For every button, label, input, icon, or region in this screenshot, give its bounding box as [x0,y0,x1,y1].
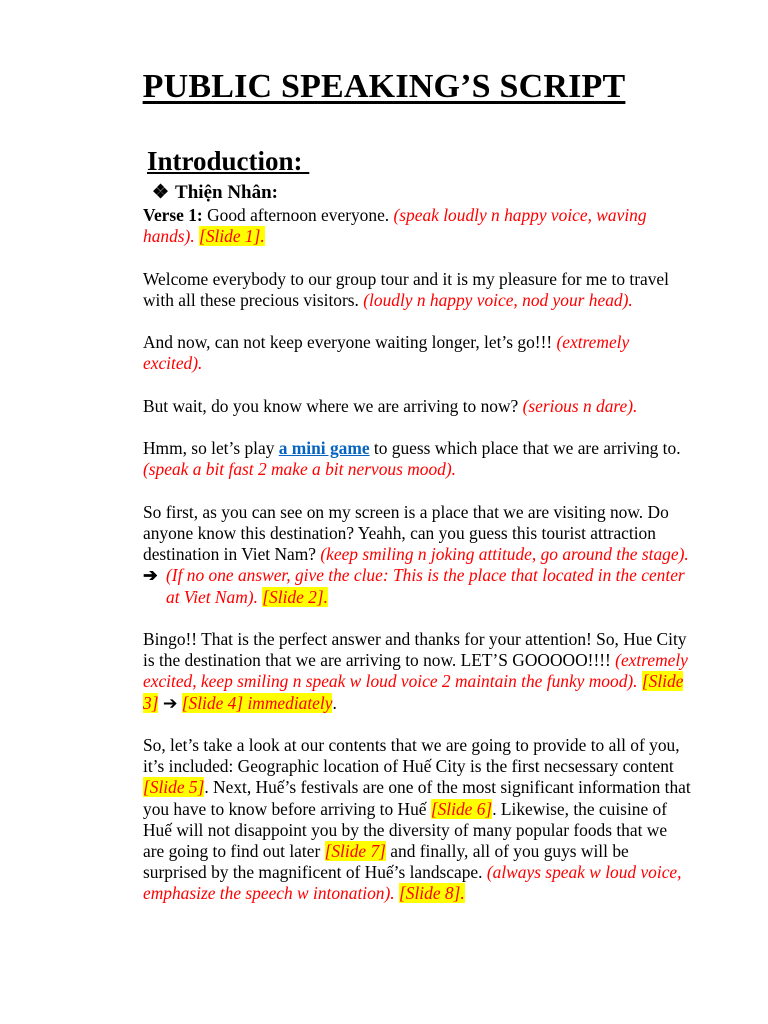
paragraph-verse-1 [143,205,691,247]
paragraph-text: Good afternoon everyone. [202,205,394,225]
slide-marker: [Slide 8]. [399,883,465,904]
paragraph-text: Welcome everybody to our group tour and it is my pleasure for me to travel with all these precious visitors. [143,268,669,310]
paragraph-question [143,396,691,417]
paragraph-text: . [332,692,337,713]
stage-cue: (speak a bit fast 2 make a bit nervous mood). [143,459,456,480]
section-heading: Introduction: [147,146,310,176]
paragraph-text: . Likewise, the cuisine of Huế will not disappoint you by the diversity of many popular foods that we are going to find out later [143,798,668,861]
paragraph-text: And now, can not keep everyone waiting longer, let’s go!!! [143,332,557,353]
diamond-bullet-icon: ❖ [152,182,170,203]
paragraph-text: But wait, do you know where we are arriving to now? [143,395,523,416]
stage-cue: (speak loudly n happy voice, waving hands). [143,205,647,247]
script-body [143,205,691,926]
slide-marker: [Slide 7] [324,840,386,861]
paragraph-text: to guess which place that we are arriving to. [369,438,681,459]
stage-cue: (always speak w loud voice, emphasize the speech w intonation). [143,862,682,904]
paragraph-text: So, let’s take a look at our contents that we are going to provide to all of you, it’s included: Geographic location of Huế City is the first necsessary content [143,734,680,777]
paragraph-text: Hmm, so let’s play [143,438,279,459]
stage-cue: (serious n dare). [522,395,638,416]
stage-cue: (extremely excited). [143,332,630,374]
slide-marker: [Slide 1]. [199,226,265,247]
stage-cue: (extremely excited, keep smiling n speak w loud voice 2 maintain the funky mood). [143,650,688,692]
paragraph-mini-game [143,438,691,480]
paragraph-bingo [143,629,691,714]
paragraph-welcome [143,269,691,311]
arrow-right-icon: ➔ [143,565,158,586]
slide-marker: [Slide 3] [143,671,684,713]
clue-item [143,565,691,607]
paragraph-lets-go [143,332,691,374]
arrow-right-icon: ➔ [158,692,178,713]
paragraph-destination [143,502,691,566]
document-title: PUBLIC SPEAKING’S SCRIPT [142,68,626,105]
stage-cue: (keep smiling n joking attitude, go around the stage). [320,544,689,565]
paragraph-text: So first, as you can see on my screen is a place that we are visiting now. Do anyone know this destination? Yeahh, can you guess this tourist attraction destination in Viet Nam? [143,501,669,565]
mini-game-link[interactable]: a mini game [278,438,370,459]
slide-marker: [Slide 2]. [262,586,328,607]
paragraph-text: . Next, Huế’s festivals are one of the most significant information that you have to know before arriving to Huế [143,777,691,819]
stage-cue: (If no one answer, give the clue: This is the place that located in the center at Viet Nam). [166,565,685,607]
slide-marker: [Slide 4] immediately [181,692,333,713]
paragraph-text: and finally, all of you guys will be surprised by the magnificent of Huế’s landscape. [143,840,629,883]
speaker-heading [152,181,278,204]
verse-label: Verse 1: [143,205,203,225]
stage-cue: (loudly n happy voice, nod your head). [363,289,633,310]
paragraph-contents [143,735,691,905]
slide-marker: [Slide 6] [430,798,493,819]
paragraph-text: Bingo!! That is the perfect answer and thanks for your attention! So, Hue City is the destination that we are arriving to now. LET’S GOOOOO!!!! [143,628,687,671]
speaker-name: Thiện Nhân: [175,182,278,203]
slide-marker: [Slide 5] [143,777,205,798]
